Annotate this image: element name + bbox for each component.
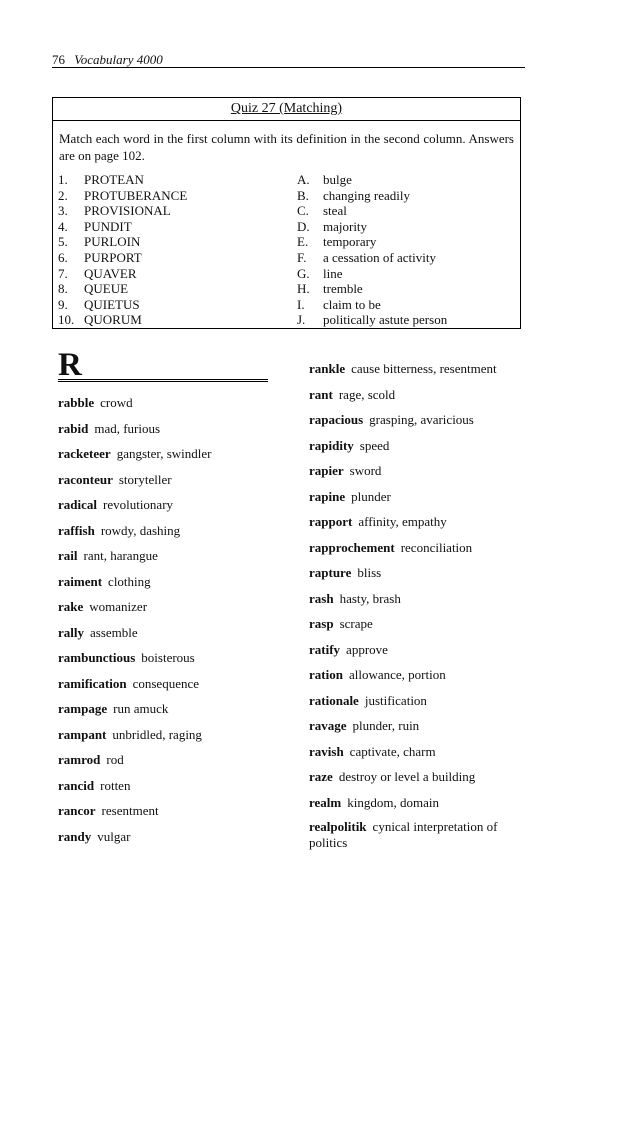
- vocab-word: racketeer: [58, 446, 111, 461]
- vocab-word: rapport: [309, 514, 353, 529]
- quiz-definition-letter: E.: [297, 234, 309, 250]
- vocab-definition: womanizer: [89, 599, 148, 614]
- vocab-entry: [309, 717, 527, 743]
- vocab-entry: [309, 692, 527, 718]
- vocab-word: raze: [309, 769, 333, 784]
- vocab-definition: cause bitterness, resentment: [351, 361, 497, 376]
- vocab-entry: [309, 539, 527, 565]
- vocab-definition: rage, scold: [338, 386, 396, 402]
- quiz-definition-list: [297, 172, 447, 328]
- vocab-word: rant: [309, 386, 333, 402]
- vocab-definition: crowd: [100, 395, 133, 410]
- vocab-word: raffish: [58, 522, 95, 538]
- vocab-entry: [58, 496, 273, 522]
- quiz-word-number: 1.: [58, 172, 68, 187]
- quiz-word-number: 5.: [58, 234, 68, 250]
- quiz-word: PROTUBERANCE: [84, 187, 188, 203]
- vocab-entry: [58, 726, 273, 752]
- vocab-word: rapier: [309, 463, 344, 478]
- quiz-definition-row: [297, 172, 447, 188]
- vocab-definition: rowdy, dashing: [100, 522, 181, 538]
- quiz-word: QUIETUS: [84, 296, 140, 312]
- quiz-word-row: [58, 234, 187, 250]
- vocab-entry: [309, 564, 527, 590]
- quiz-definition-letter: F.: [297, 249, 307, 265]
- vocab-word: rapprochement: [309, 539, 395, 555]
- vocab-entry: [58, 802, 273, 828]
- vocab-entry: [58, 598, 273, 624]
- vocab-entry: [58, 649, 273, 675]
- quiz-word-row: [58, 281, 187, 297]
- vocab-entry: [58, 420, 273, 446]
- quiz-definition-row: [297, 203, 447, 219]
- quiz-definition-letter: H.: [297, 281, 310, 297]
- quiz-definition-row: [297, 219, 447, 235]
- quiz-word-row: [58, 188, 187, 204]
- vocab-definition: cynical interpretation of politics: [309, 819, 498, 850]
- quiz-definition-row: [297, 281, 447, 297]
- quiz-word-number: 10.: [58, 312, 75, 328]
- quiz-definition: a cessation of activity: [323, 249, 436, 265]
- quiz-definition: line: [323, 265, 343, 281]
- vocab-definition: plunder: [351, 488, 391, 504]
- quiz-definition: tremble: [323, 281, 363, 297]
- section-letter: R: [58, 347, 82, 383]
- vocab-word: rally: [58, 624, 84, 640]
- vocab-definition: plunder, ruin: [352, 718, 420, 733]
- vocab-word: ramrod: [58, 752, 101, 767]
- vocab-definition: captivate, charm: [349, 743, 436, 759]
- quiz-word-number: 8.: [58, 281, 68, 297]
- vocab-word: rampant: [58, 726, 107, 742]
- vocab-word: realm: [309, 794, 342, 810]
- quiz-word-row: [58, 312, 187, 328]
- vocab-entry: [58, 828, 273, 854]
- quiz-word-row: [58, 250, 187, 266]
- vocab-entry: [58, 700, 273, 726]
- vocab-word: rationale: [309, 692, 359, 708]
- quiz-word-number: 7.: [58, 265, 68, 281]
- vocab-word: rapine: [309, 488, 346, 504]
- quiz-word-row: [58, 266, 187, 282]
- vocab-word: rake: [58, 599, 84, 614]
- quiz-word-list: [58, 172, 187, 328]
- vocab-definition: unbridled, raging: [112, 726, 202, 742]
- vocab-word: raconteur: [58, 471, 113, 487]
- vocab-entry: [309, 360, 527, 386]
- vocab-definition: affinity, empathy: [358, 514, 447, 529]
- quiz-instructions: Match each word in the first column with its definition in the second column. Answers are on page 102.: [59, 131, 514, 163]
- vocab-definition: speed: [359, 437, 390, 453]
- quiz-definition-letter: I.: [297, 296, 305, 312]
- vocab-definition: kingdom, domain: [347, 794, 439, 810]
- vocab-entry: [58, 471, 273, 497]
- quiz-definition: politically astute person: [323, 312, 448, 328]
- book-title: Vocabulary 4000: [74, 52, 163, 67]
- quiz-box: [52, 97, 521, 329]
- quiz-word: PURLOIN: [84, 234, 141, 250]
- quiz-definition: steal: [323, 203, 347, 219]
- vocab-definition: rod: [106, 752, 124, 767]
- section-rule: [58, 379, 268, 384]
- quiz-definition-row: [297, 250, 447, 266]
- vocab-definition: storyteller: [118, 471, 172, 487]
- vocab-entry: [58, 547, 273, 573]
- quiz-word: PROVISIONAL: [84, 203, 171, 219]
- vocab-definition: revolutionary: [103, 497, 174, 512]
- page-number: 76: [52, 52, 65, 67]
- vocab-word: rash: [309, 590, 334, 606]
- vocab-definition: vulgar: [97, 828, 131, 844]
- quiz-word: QUEUE: [84, 281, 129, 297]
- vocab-definition: boisterous: [141, 650, 195, 665]
- vocab-word: rapidity: [309, 437, 354, 453]
- quiz-definition-letter: J.: [297, 312, 306, 328]
- quiz-definition: bulge: [323, 172, 352, 187]
- vocab-definition: scrape: [339, 616, 373, 631]
- vocab-word: rampage: [58, 701, 108, 716]
- quiz-definition-letter: G.: [297, 265, 310, 281]
- quiz-definition-letter: A.: [297, 172, 310, 187]
- vocab-definition: hasty, brash: [339, 590, 401, 606]
- vocab-definition: sword: [349, 463, 382, 478]
- vocab-word: radical: [58, 497, 97, 512]
- vocab-word: ravish: [309, 743, 344, 759]
- quiz-definition: temporary: [323, 234, 377, 250]
- vocab-entry: [58, 573, 273, 599]
- vocab-word: rancor: [58, 803, 96, 818]
- quiz-word-number: 4.: [58, 218, 68, 234]
- quiz-definition: claim to be: [323, 296, 381, 312]
- quiz-word: PUNDIT: [84, 218, 132, 234]
- vocab-word: ramification: [58, 675, 127, 691]
- vocab-entry: [58, 522, 273, 548]
- quiz-definition: majority: [323, 218, 368, 234]
- vocab-entry: [58, 445, 273, 471]
- quiz-definition-row: [297, 297, 447, 313]
- vocab-entry: [58, 777, 273, 803]
- vocab-entry: [309, 590, 527, 616]
- vocab-entry: [309, 768, 527, 794]
- quiz-divider: [53, 120, 520, 121]
- vocab-word: raiment: [58, 573, 103, 589]
- quiz-word-number: 6.: [58, 249, 68, 265]
- quiz-word-row: [58, 219, 187, 235]
- vocab-entry: [309, 488, 527, 514]
- vocab-definition: grasping, avaricious: [369, 412, 474, 427]
- vocab-column-left: [58, 394, 273, 853]
- vocab-word: randy: [58, 828, 92, 844]
- page-header: [52, 52, 525, 68]
- vocab-entry: [309, 437, 527, 463]
- quiz-word-number: 2.: [58, 187, 68, 203]
- vocab-definition: rotten: [100, 777, 131, 793]
- vocab-entry: [309, 513, 527, 539]
- quiz-definition-row: [297, 266, 447, 282]
- quiz-definition-letter: C.: [297, 203, 309, 219]
- vocab-entry: [309, 615, 527, 641]
- quiz-word-row: [58, 297, 187, 313]
- quiz-word-row: [58, 172, 187, 188]
- quiz-word: PROTEAN: [84, 172, 144, 187]
- vocab-word: ravage: [309, 718, 347, 733]
- vocab-entry: [58, 751, 273, 777]
- quiz-definition-row: [297, 312, 447, 328]
- vocab-definition: assemble: [90, 624, 138, 640]
- vocab-entry: [309, 386, 527, 412]
- vocab-definition: clothing: [108, 573, 151, 589]
- vocab-definition: reconciliation: [400, 539, 473, 555]
- vocab-definition: bliss: [357, 565, 382, 580]
- vocab-word: rabble: [58, 395, 95, 410]
- vocab-entry: [58, 624, 273, 650]
- vocab-entry: [309, 641, 527, 667]
- vocab-entry: [309, 462, 527, 488]
- quiz-definition-letter: B.: [297, 187, 309, 203]
- quiz-word: QUORUM: [84, 312, 142, 328]
- vocab-entry: [309, 794, 527, 820]
- vocab-word: rapture: [309, 565, 352, 580]
- vocab-column-right: [309, 360, 527, 851]
- vocab-entry: [309, 411, 527, 437]
- vocab-definition: destroy or level a building: [338, 769, 476, 784]
- vocab-word: rabid: [58, 420, 89, 436]
- vocab-definition: allowance, portion: [348, 667, 446, 682]
- quiz-word: QUAVER: [84, 265, 137, 281]
- vocab-definition: run amuck: [113, 701, 169, 716]
- vocab-entry: [309, 819, 527, 851]
- quiz-word-row: [58, 203, 187, 219]
- vocab-definition: approve: [346, 641, 388, 657]
- quiz-definition-letter: D.: [297, 218, 310, 234]
- vocab-word: rail: [58, 548, 78, 563]
- quiz-word-number: 3.: [58, 203, 68, 219]
- vocab-word: rankle: [309, 361, 346, 376]
- vocab-definition: gangster, swindler: [116, 446, 212, 461]
- vocab-definition: consequence: [132, 675, 200, 691]
- vocab-word: realpolitik: [309, 819, 367, 834]
- vocab-entry: [309, 666, 527, 692]
- vocab-entry: [58, 394, 273, 420]
- vocab-definition: rant, harangue: [83, 548, 158, 563]
- quiz-definition: changing readily: [323, 187, 410, 203]
- vocab-word: rambunctious: [58, 650, 136, 665]
- vocab-word: rancid: [58, 777, 95, 793]
- vocab-definition: mad, furious: [94, 420, 161, 436]
- vocab-word: ration: [309, 667, 343, 682]
- vocab-word: rapacious: [309, 412, 364, 427]
- vocab-definition: resentment: [101, 803, 159, 818]
- vocab-definition: justification: [364, 692, 427, 708]
- vocab-entry: [58, 675, 273, 701]
- vocab-word: ratify: [309, 641, 341, 657]
- vocab-word: rasp: [309, 616, 334, 631]
- quiz-definition-row: [297, 234, 447, 250]
- quiz-word: PURPORT: [84, 249, 142, 265]
- quiz-word-number: 9.: [58, 296, 68, 312]
- quiz-title: Quiz 27 (Matching): [230, 101, 343, 116]
- vocab-entry: [309, 743, 527, 769]
- quiz-definition-row: [297, 188, 447, 204]
